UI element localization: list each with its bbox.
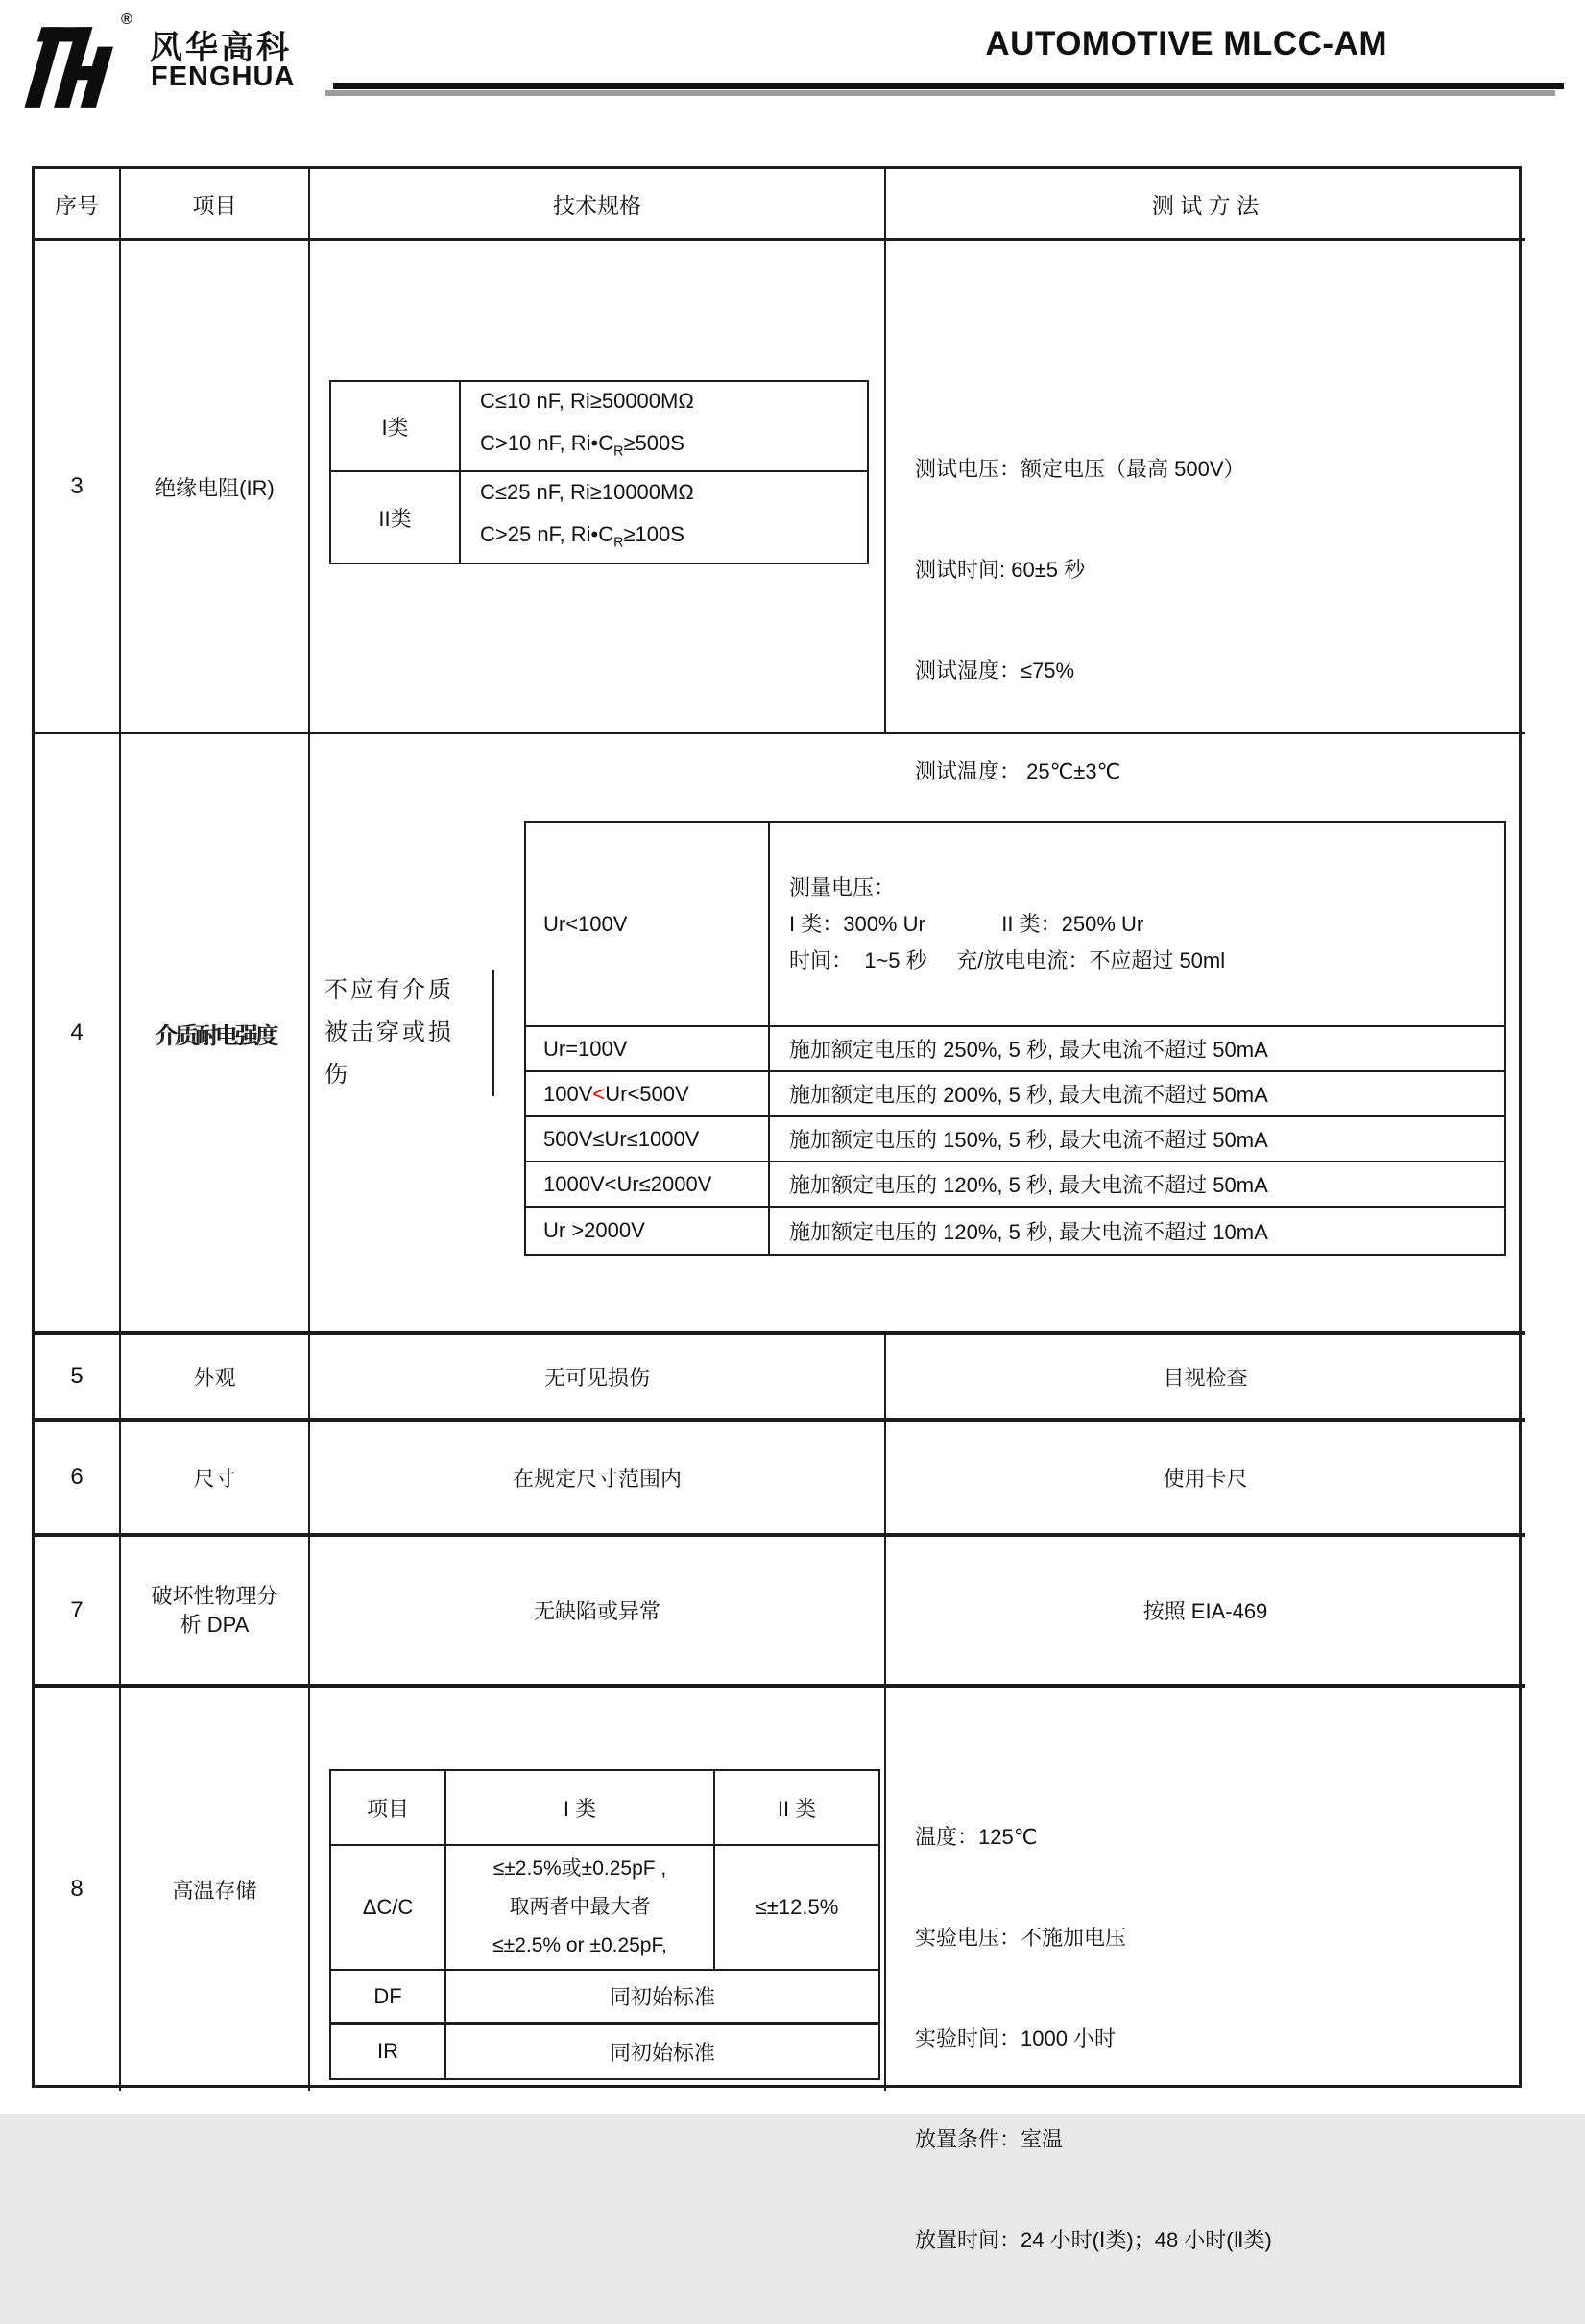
row8-method-line: 实验时间：1000 小时 (915, 2026, 1117, 2050)
ir-class2-label: II类 (331, 472, 461, 563)
hts-inner-table (329, 1769, 880, 2080)
row8-item: 高温存储 (121, 1688, 310, 2091)
volt-range: Ur<100V (526, 823, 770, 1027)
brand-name-english: FENGHUA (151, 61, 296, 92)
row6-spec: 在规定尺寸范围内 (310, 1422, 886, 1537)
ir-class2-values (461, 472, 867, 563)
hts-header-class1: I 类 (446, 1771, 715, 1846)
row4-no: 4 (35, 734, 121, 1335)
hts-header-class2: II 类 (715, 1771, 878, 1846)
row6-method: 使用卡尺 (886, 1422, 1525, 1537)
row7-no: 7 (35, 1537, 121, 1688)
row3-method-line: 测试电压：额定电压（最高 500V） (915, 457, 1245, 481)
volt-method-multiline: 测量电压： I 类：300% Ur II 类：250% Ur 时间： 1~5 秒 充/放电电流：不应超过 50ml (770, 823, 1504, 1027)
volt-range: Ur=100V (526, 1027, 770, 1072)
volt-method: 施加额定电压的 200%, 5 秒, 最大电流不超过 50mA (770, 1072, 1504, 1117)
hts-ir-value: 同初始标准 (609, 2040, 715, 2065)
row3-spec-cell (310, 241, 886, 734)
volt-range: 500V≤Ur≤1000V (526, 1117, 770, 1162)
spec-table (32, 166, 1522, 2252)
row4-item: 介质耐电强度 (121, 734, 310, 1335)
volt-range: 1000V<Ur≤2000V (526, 1162, 770, 1208)
row5-no: 5 (35, 1335, 121, 1422)
volt-method: 施加额定电压的 120%, 5 秒, 最大电流不超过 10mA (789, 1219, 1268, 1244)
document-title: AUTOMOTIVE MLCC-AM (985, 25, 1387, 62)
row4-requirement-cell (310, 970, 494, 1096)
ir-class2-line2: C>25 nF, $Ri•C_R\ge 100S$ (480, 521, 684, 551)
hts-dcc-class2: ≤±12.5% (715, 1846, 878, 1971)
hts-df-value: 同初始标准 (446, 1971, 878, 2025)
row3-no: 3 (35, 241, 121, 734)
row8-spec-cell (310, 1688, 886, 2091)
col-header-method: 测 试 方 法 (886, 169, 1525, 241)
hts-dcc-class1: ≤±2.5%或±0.25pF , 取两者中最大者 ≤±2.5% or ±0.25pF, (446, 1846, 715, 1971)
row8-method-line: 温度：125℃ (915, 1825, 1038, 1849)
row8-method-cell (886, 1688, 1525, 2252)
row6-no: 6 (35, 1422, 121, 1537)
row6-item: 尺寸 (121, 1422, 310, 1537)
header-rule-gray (325, 90, 1555, 96)
volt-method: 施加额定电压的 250%, 5 秒, 最大电流不超过 50mA (770, 1027, 1504, 1072)
hts-header-item: 项目 (331, 1771, 446, 1846)
row8-method-line: 放置条件：室温 (915, 2127, 1064, 2151)
row8-method-line: 放置时间：24 小时(Ⅰ类)；48 小时(Ⅱ类) (915, 2228, 1272, 2252)
row3-method-cell (886, 241, 1525, 783)
volt-method: 施加额定电压的 150%, 5 秒, 最大电流不超过 50mA (770, 1117, 1504, 1162)
header-rule-black (333, 83, 1564, 89)
col-header-no: 序号 (35, 169, 121, 241)
registered-trademark: ® (121, 12, 132, 28)
row3-method-line: 测试时间: 60±5 秒 (915, 558, 1086, 582)
row5-method: 目视检查 (886, 1335, 1525, 1422)
volt-range: 100V < Ur<500V (526, 1072, 770, 1117)
hts-df-label: DF (331, 1971, 446, 2025)
ir-class1-line2: C>10 nF, $Ri•C_R\ge 500S$ (480, 430, 684, 460)
voltage-inner-table (524, 821, 1506, 1256)
row4-spec-method-cell (310, 734, 1525, 1335)
volt-method: 施加额定电压的 120%, 5 秒, 最大电流不超过 50mA (770, 1162, 1504, 1208)
brand-name-chinese: 风华高科 (150, 30, 292, 66)
ir-class1-values (461, 382, 867, 472)
row7-spec: 无缺陷或异常 (310, 1537, 886, 1688)
hts-ir-label: IR (331, 2025, 446, 2078)
fenghua-logo-icon (19, 19, 117, 111)
row5-item: 外观 (121, 1335, 310, 1422)
ir-class1-label: I类 (331, 382, 461, 472)
row3-method-line: 测试湿度：≤75% (915, 659, 1075, 683)
row7-item: 破坏性物理分 析 DPA (121, 1537, 310, 1688)
ir-inner-table (329, 380, 869, 564)
row4-requirement: 不应有介质被击穿或损伤 (324, 977, 454, 1088)
red-less-than: < (592, 1081, 606, 1106)
row3-item: 绝缘电阻(IR) (121, 241, 310, 734)
hts-dcc-label: ΔC/C (331, 1846, 446, 1971)
col-header-item: 项目 (121, 169, 310, 241)
row8-method-line: 实验电压：不施加电压 (915, 1926, 1127, 1950)
volt-range: Ur >2000V (526, 1208, 770, 1254)
row3-method-line: 测试温度： 25℃±3℃ (915, 759, 1121, 783)
col-header-spec: 技术规格 (310, 169, 886, 241)
ir-class2-line1: C≤25 nF, Ri≥10000MΩ (480, 479, 694, 504)
ir-class1-line1: C≤10 nF, Ri≥50000MΩ (480, 388, 694, 413)
row7-method: 按照 EIA-469 (886, 1537, 1525, 1688)
row8-no: 8 (35, 1688, 121, 2091)
row5-spec: 无可见损伤 (310, 1335, 886, 1422)
